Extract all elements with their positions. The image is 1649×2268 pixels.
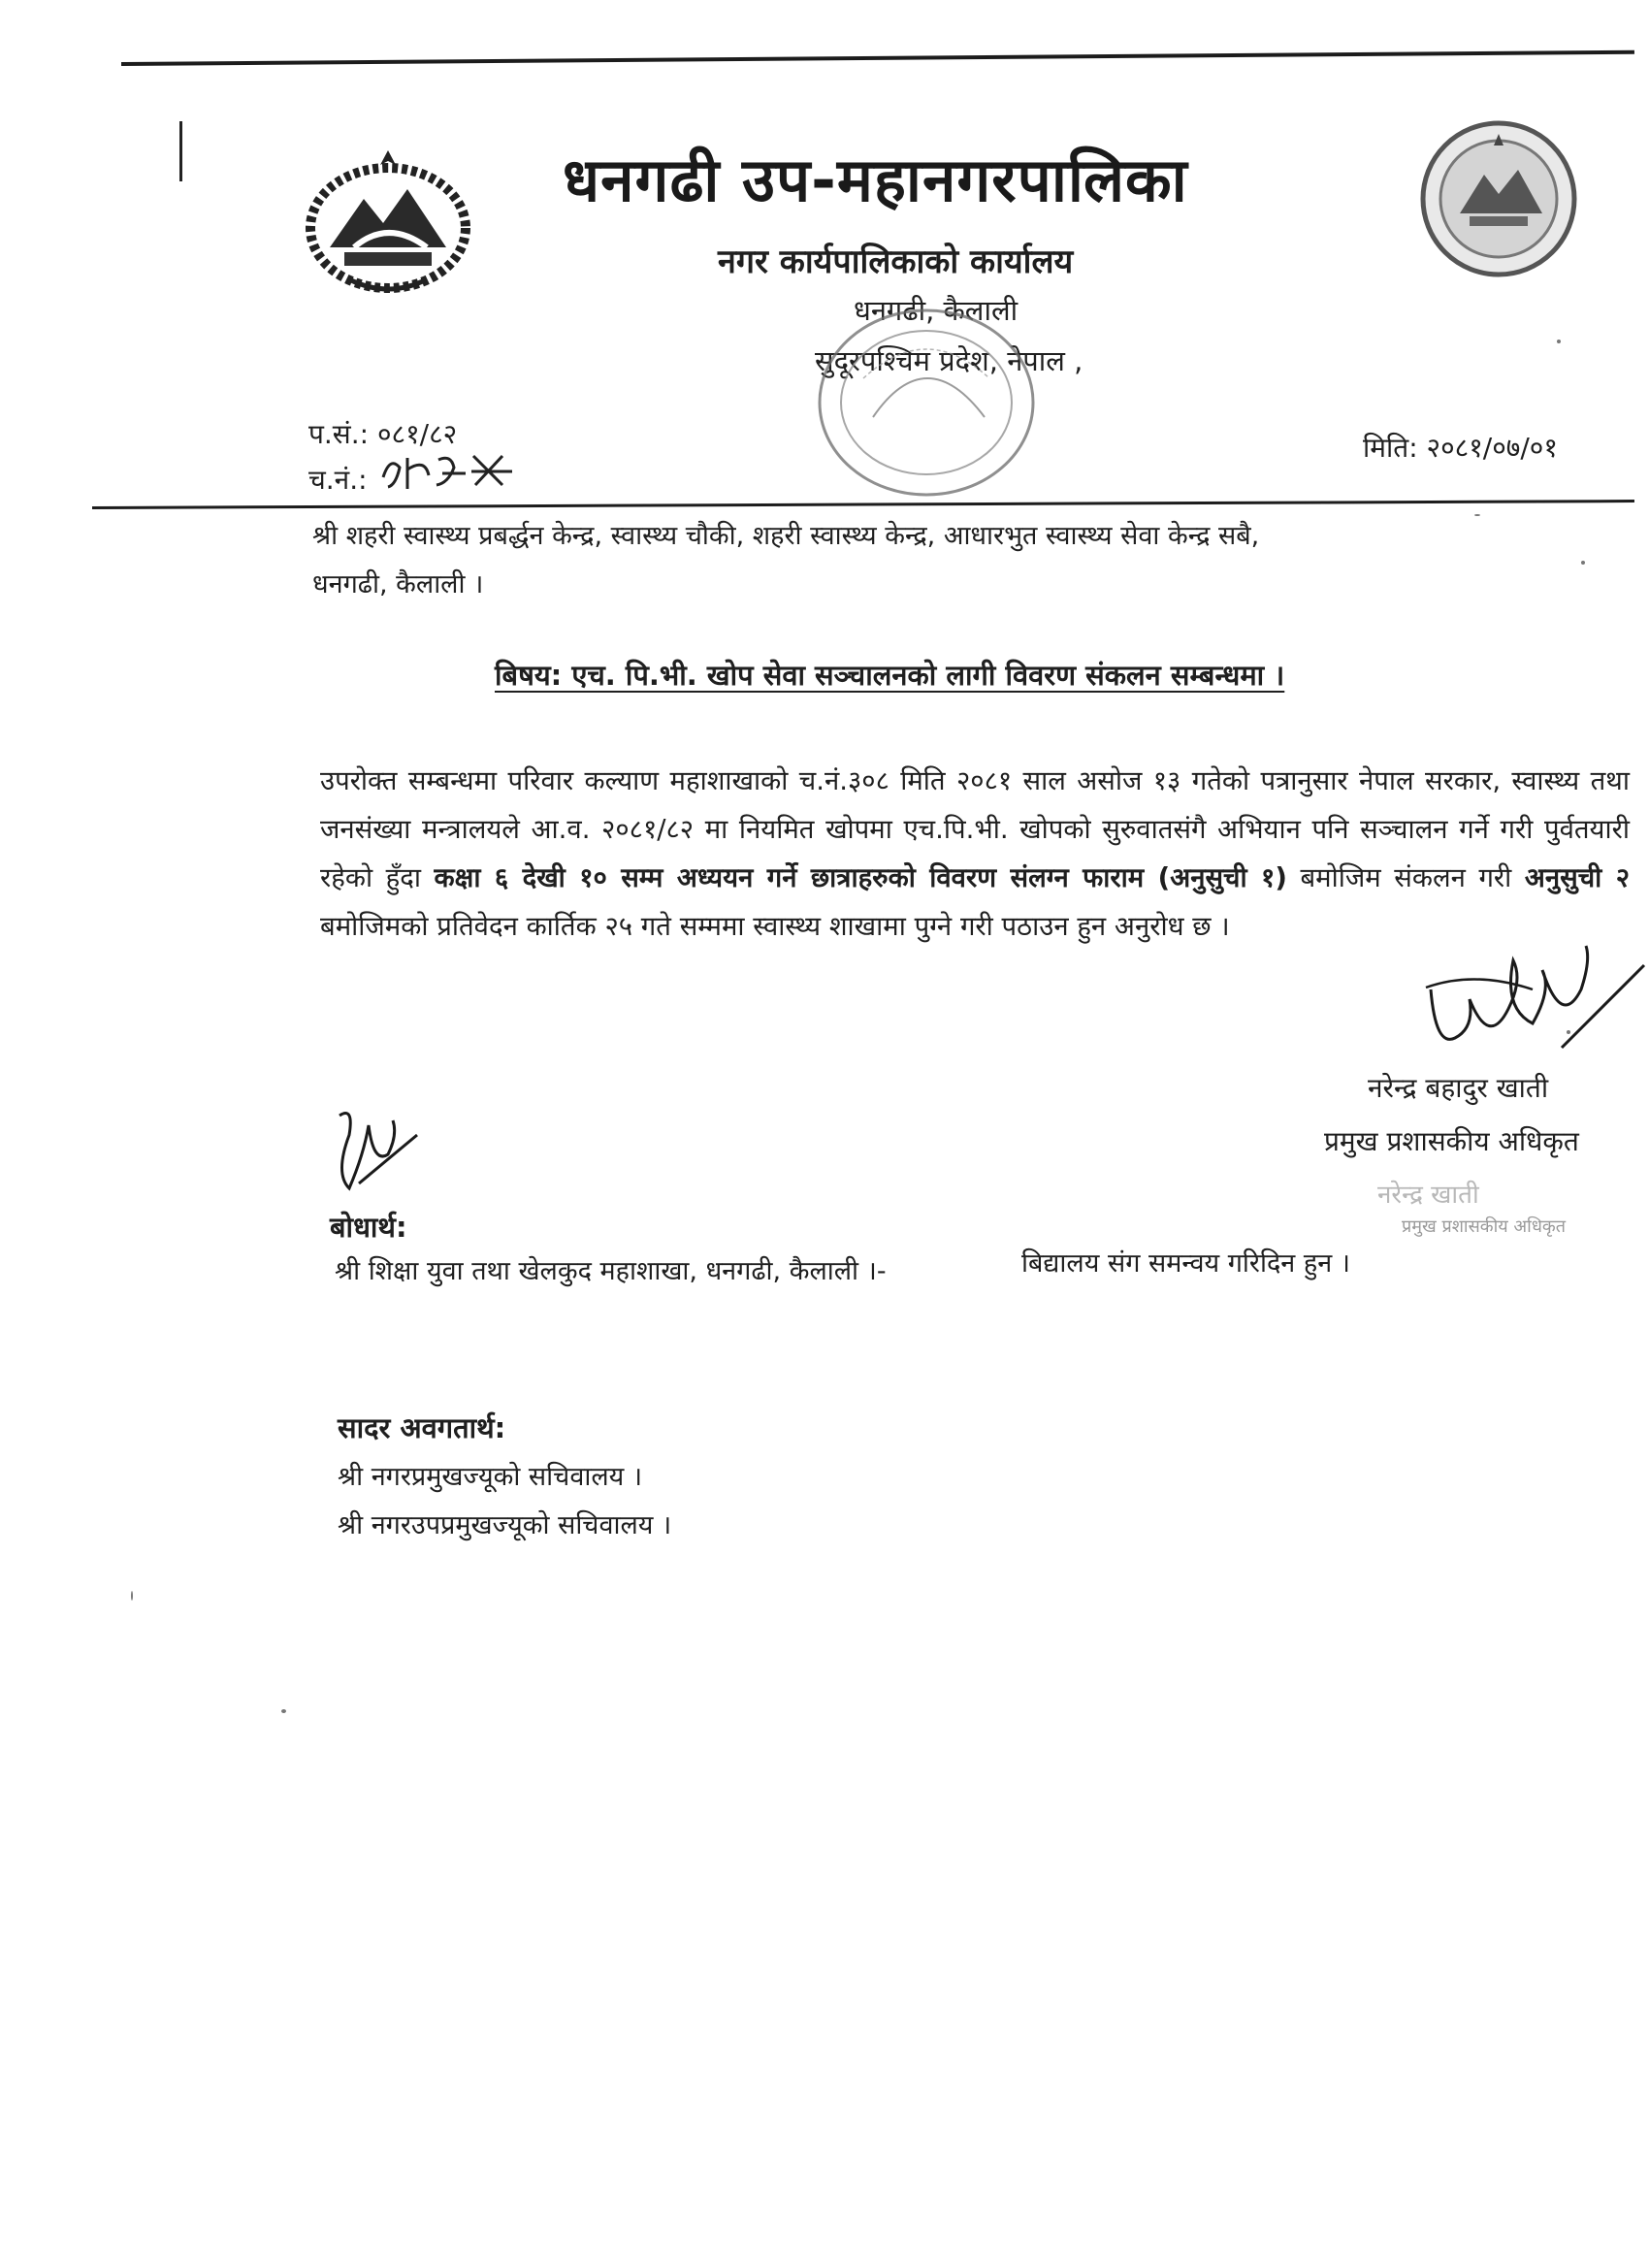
scan-speck bbox=[131, 1591, 133, 1601]
scan-edge-mark bbox=[179, 121, 182, 181]
nepal-emblem-icon bbox=[291, 146, 485, 310]
signatory-signature bbox=[1416, 931, 1649, 1077]
top-rule bbox=[121, 50, 1634, 66]
body-bold-1: कक्षा ६ देखी १० सम्म अध्ययन गर्ने छात्राहरुको विवरण संलग्न फाराम (अनुसुची १) bbox=[434, 862, 1287, 893]
chalani-handwritten-number bbox=[378, 448, 524, 495]
body-text-3: बमोजिमको प्रतिवेदन कार्तिक २५ गते सम्ममा स्वास्थ्य शाखामा पुग्ने गरी पठाउन हुन अनुरोध छ । bbox=[320, 911, 1230, 942]
office-subtitle: नगर कार्यपालिकाको कार्यालय bbox=[718, 243, 1074, 281]
scan-speck bbox=[1581, 561, 1585, 565]
info-recipient-2: श्री नगरउपप्रमुखज्यूको सचिवालय । bbox=[338, 1510, 672, 1540]
scan-speck bbox=[1557, 340, 1561, 343]
letter-date: मिति: २०८१/०७/०१ bbox=[1363, 432, 1558, 464]
info-label: सादर अवगतार्थ: bbox=[338, 1411, 506, 1444]
reference-number: प.सं.: ०८१/८२ bbox=[308, 418, 458, 450]
address-line-2: सुदूरपश्चिम प्रदेश, नेपाल , bbox=[815, 344, 1083, 377]
initials-signature bbox=[320, 1096, 427, 1203]
letter-subject: बिषय: एच. पि.भी. खोप सेवा सञ्चालनको लागी विवरण संकलन सम्बन्धमा । bbox=[495, 659, 1285, 692]
scan-speck bbox=[281, 1709, 286, 1713]
body-text-1: उपरोक्त सम्बन्धमा परिवार कल्याण महाशाखाको च.नं.३०८ मिति २०८१ साल असोज १३ गतेको पत्रानुसार नेपाल सरकार, स्वास्थ्य तथा जनसंख्या मन्त्रालयले आ.व. २०८१/८२ मा नियमित खोपमा एच.पि.भी. खोपको सुरुवातसंगै अभियान पनि सञ्चालन गर्ने गरी पुर्वतयारी रहेको हुँदा bbox=[320, 765, 1630, 893]
addressee-line-1: श्री शहरी स्वास्थ्य प्रबर्द्धन केन्द्र, स्वास्थ्य चौकी, शहरी स्वास्थ्य केन्द्र, आधारभुत स्वास्थ्य सेवा केन्द्र सबै, bbox=[312, 521, 1260, 551]
faded-stamp-text-2: प्रमुख प्रशासकीय अधिकृत bbox=[1402, 1216, 1566, 1237]
official-seal-icon bbox=[1416, 116, 1581, 281]
scan-speck bbox=[1567, 1030, 1570, 1034]
letter-body bbox=[320, 757, 1630, 951]
body-text-2: बमोजिम संकलन गरी bbox=[1286, 862, 1525, 893]
address-line-1: धनगढी, कैलाली bbox=[854, 294, 1018, 327]
office-title: धनगढी उप-महानगरपालिका bbox=[563, 145, 1188, 215]
office-stamp-icon bbox=[805, 281, 1048, 504]
body-bold-2: अनुसुची २ bbox=[1524, 862, 1630, 893]
faded-stamp-text: नरेन्द्र खाती bbox=[1377, 1181, 1479, 1210]
cc-recipient: श्री शिक्षा युवा तथा खेलकुद महाशाखा, धनगढी, कैलाली ।- bbox=[335, 1256, 887, 1286]
signatory-name: नरेन्द्र बहादुर खाती bbox=[1368, 1072, 1549, 1104]
addressee-line-2: धनगढी, कैलाली । bbox=[312, 569, 484, 599]
scan-speck bbox=[1474, 514, 1480, 516]
chalani-label: च.नं.: bbox=[308, 464, 368, 496]
cc-note: बिद्यालय संग समन्वय गरिदिन हुन । bbox=[1021, 1248, 1350, 1279]
info-recipient-1: श्री नगरप्रमुखज्यूको सचिवालय । bbox=[338, 1462, 643, 1492]
signatory-title: प्रमुख प्रशासकीय अधिकृत bbox=[1324, 1125, 1579, 1157]
cc-label: बोधार्थ: bbox=[330, 1211, 407, 1244]
